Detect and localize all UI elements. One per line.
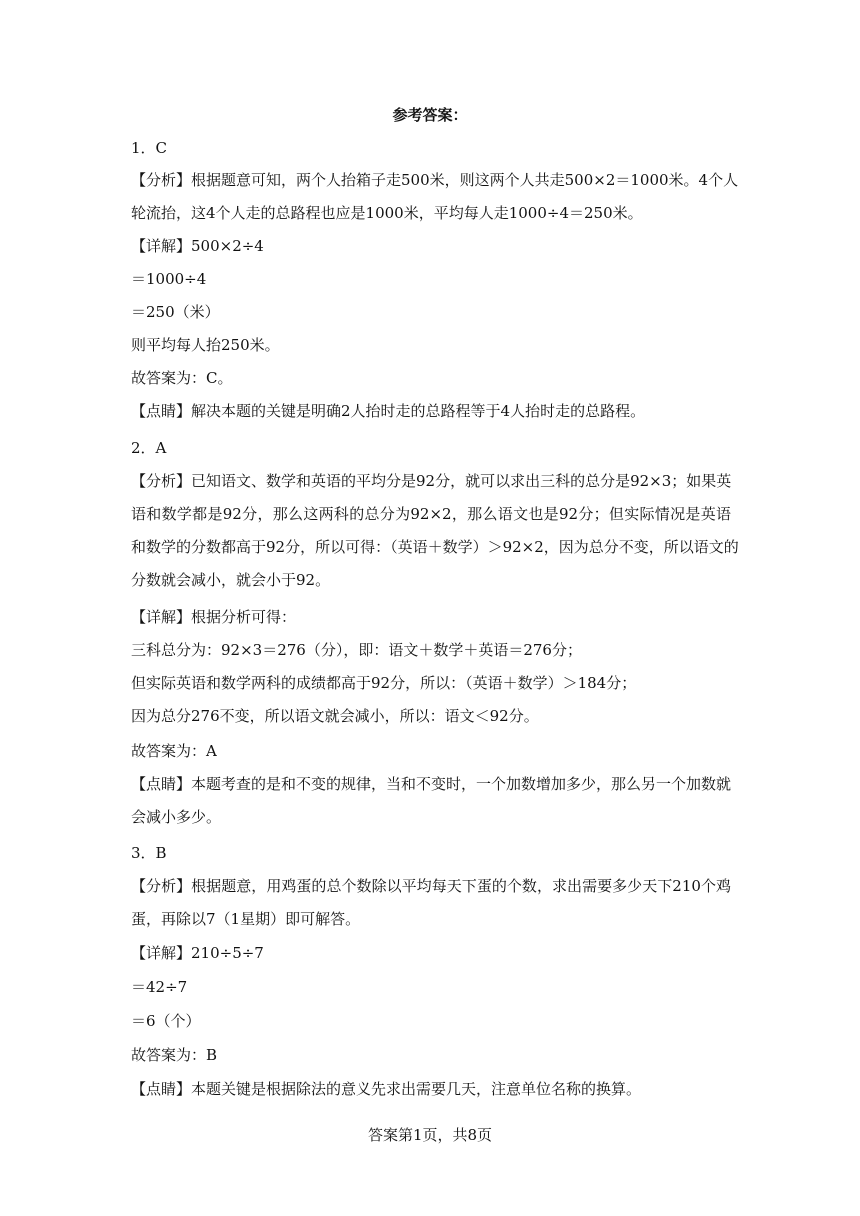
analysis-text: 语和数学都是92分，那么这两科的总分为92×2，那么语文也是92分；但实际情况是英语 bbox=[131, 505, 731, 523]
analysis-text: 和数学的分数都高于92分，所以可得：（英语＋数学）＞92×2，因为总分不变，所以语文的 bbox=[131, 538, 739, 556]
detail-text: 因为总分276不变，所以语文就会减小，所以：语文＜92分。 bbox=[131, 707, 539, 725]
answer-heading-2: 2．A bbox=[131, 439, 167, 457]
analysis-text: 【分析】根据题意可知，两个人抬箱子走500米，则这两个人共走500×2＝1000米。4个人 bbox=[131, 171, 739, 189]
analysis-text: 【分析】已知语文、数学和英语的平均分是92分，就可以求出三科的总分是92×3；如果英 bbox=[131, 472, 732, 490]
analysis-text: 轮流抬，这4个人走的总路程也应是1000米，平均每人走1000÷4＝250米。 bbox=[131, 204, 643, 222]
answer-heading-3: 3．B bbox=[131, 844, 167, 862]
detail-text: ＝42÷7 bbox=[131, 978, 188, 996]
detail-text: ＝1000÷4 bbox=[131, 270, 207, 288]
detail-text: 【详解】210÷5÷7 bbox=[131, 944, 264, 962]
analysis-text: 蛋，再除以7（1星期）即可解答。 bbox=[131, 910, 361, 928]
detail-text: ＝250（米） bbox=[131, 303, 220, 321]
answer-text: 故答案为：C。 bbox=[131, 369, 233, 387]
detail-text: 【详解】根据分析可得： bbox=[131, 608, 297, 626]
page-footer: 答案第1页，共8页 bbox=[367, 1126, 493, 1144]
comment-text: 【点睛】本题关键是根据除法的意义先求出需要几天，注意单位名称的换算。 bbox=[131, 1080, 642, 1098]
analysis-text: 分数就会减小，就会小于92。 bbox=[131, 571, 331, 589]
detail-text: 【详解】500×2÷4 bbox=[131, 237, 264, 255]
detail-text: 则平均每人抬250米。 bbox=[131, 336, 280, 354]
comment-text: 会减小多少。 bbox=[131, 808, 222, 826]
analysis-text: 【分析】根据题意，用鸡蛋的总个数除以平均每天下蛋的个数，求出需要多少天下210个鸡 bbox=[131, 877, 731, 895]
answer-text: 故答案为：A bbox=[131, 742, 217, 760]
answer-text: 故答案为：B bbox=[131, 1046, 218, 1064]
answer-heading-1: 1．C bbox=[131, 139, 168, 157]
comment-text: 【点睛】解决本题的关键是明确2人抬时走的总路程等于4人抬时走的总路程。 bbox=[131, 402, 646, 420]
detail-text: ＝6（个） bbox=[131, 1012, 201, 1030]
page-title: 参考答案： bbox=[392, 106, 468, 124]
detail-text: 三科总分为：92×3＝276（分），即：语文＋数学＋英语＝276分； bbox=[131, 641, 582, 659]
detail-text: 但实际英语和数学两科的成绩都高于92分，所以：（英语＋数学）＞184分； bbox=[131, 674, 637, 692]
comment-text: 【点睛】本题考查的是和不变的规律，当和不变时，一个加数增加多少，那么另一个加数就 bbox=[131, 775, 732, 793]
